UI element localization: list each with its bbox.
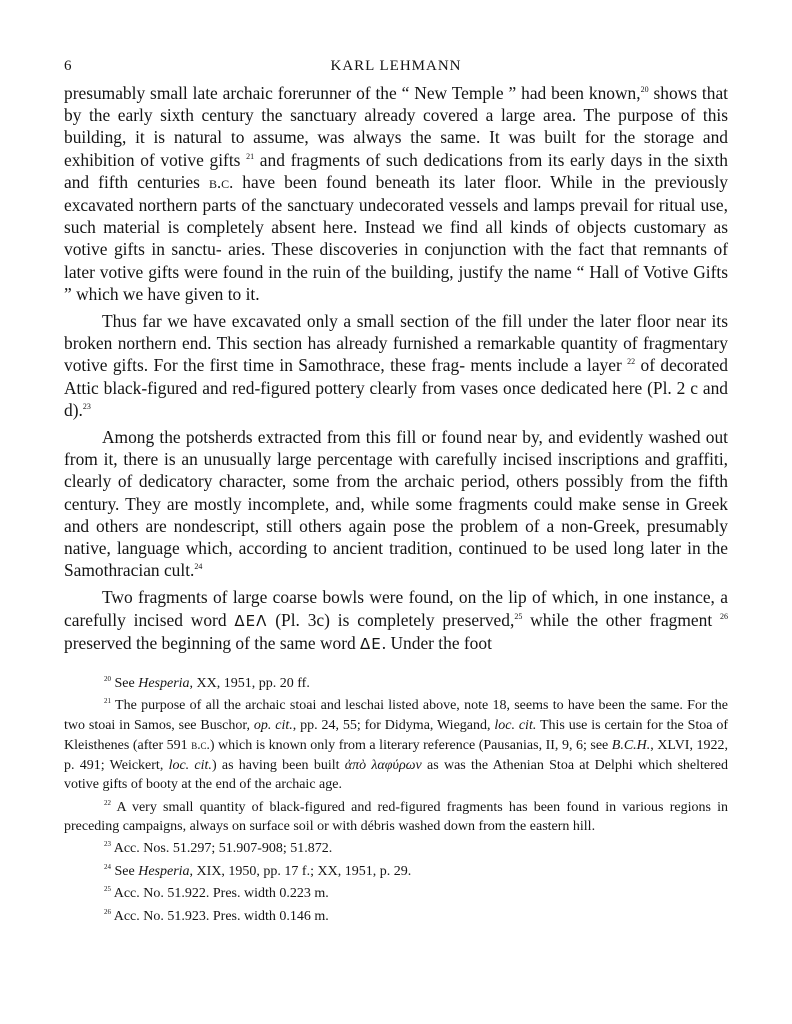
text-run: while the other fragment (522, 609, 721, 630)
footnote-number: 22 (104, 798, 111, 807)
text-run: preserved the beginning of the same word (64, 632, 361, 653)
footnote-ref-25[interactable]: 25 (514, 611, 523, 621)
text-run: of decorated Attic black-figured and red-figured pottery clearly from vases once dedicated here (Pl. 2 c and d). (64, 355, 728, 420)
footnote-24 (64, 862, 728, 881)
paragraph-1 (64, 82, 728, 305)
footnote-20 (64, 674, 728, 693)
text-run: and fragments of such dedications from its early days in the sixth and fifth centuries (64, 149, 728, 192)
footnote-number: 26 (104, 907, 111, 916)
citation-abbrev: loc. cit. (168, 757, 212, 773)
greek-inscription-fragment: ΔΕ (360, 634, 382, 653)
paragraph-4 (64, 586, 728, 655)
citation-abbrev: op. cit. (253, 717, 293, 733)
text-run: Acc. No. 51.923. Pres. width 0.146 m. (113, 908, 329, 924)
footnote-number: 23 (104, 840, 111, 849)
paragraph-2 (64, 310, 728, 421)
text-run: have been found beneath its later floor. While in the previously excavated northern parts of the sanctuary undecorated vessels and lamps prevail for ritual use, such material is completely absent here. Instead we find all kinds of objects customary as votive gifts in sanctu- aries. These discoveries in conjunction with the fact that remnants of later votive gifts were found in the ruin of the building, justify the name “ Hall of Votive Gifts ” which we have given to it. (64, 171, 728, 304)
text-run: . Under the foot (381, 632, 492, 653)
text-run: See (114, 863, 139, 879)
citation-abbrev: loc. cit. (494, 717, 537, 733)
text-run: as was the Athenian Stoa at Delphi which sheltered votive gifts of booty at the end of the archaic age. (64, 757, 729, 793)
text-run: ) as having been built (211, 757, 345, 773)
text-run: presumably small late archaic forerunner of the “ New Temple ” had been known, (64, 83, 641, 103)
page-header (64, 56, 728, 82)
footnote-number: 20 (104, 675, 111, 684)
text-run: , XX, 1951, pp. 20 ff. (189, 676, 310, 692)
footnote-26 (64, 907, 728, 926)
footnote-21 (64, 696, 728, 794)
footnote-25 (64, 884, 728, 903)
text-run: The purpose of all the archaic stoai and leschai listed above, note 18, seems to have been the same. For the two stoai in Samos, see Buschor, (64, 698, 729, 733)
page-number: 6 (64, 58, 72, 74)
footnote-number: 21 (104, 697, 111, 706)
footnote-23 (64, 839, 728, 858)
footnote-ref-21[interactable]: 21 (246, 151, 255, 161)
footnote-number: 24 (104, 862, 111, 871)
text-run: , pp. 24, 55; for Didyma, Wiegand, (292, 717, 495, 733)
text-run: Acc. Nos. 51.297; 51.907-908; 51.872. (113, 841, 333, 857)
footnote-ref-23[interactable]: 23 (82, 401, 91, 411)
paragraph-3 (64, 426, 728, 581)
footnote-ref-20[interactable]: 20 (640, 85, 649, 94)
page (64, 56, 728, 929)
greek-phrase: ἀπὸ λαφύρων (344, 757, 422, 773)
text-run: Among the potsherds extracted from this fill or found near by, and evidently washed out from it, there is an unusually large percentage with carefully incised inscriptions and graffiti, clearly of dedicatory character, some from the archaic period, others possibly from the fifth century. They are mostly incomplete, and, while some fragments could make sense in Greek and others are nondescript, still others again pose the problem of a non-Greek, presumably native, language which, according to ancient tradition, continued to be used long later in the Samothracian cult. (64, 427, 728, 581)
text-run: ) which is known only from a literary reference (Pausanias, II, 9, 6; see (209, 738, 612, 754)
running-head: KARL LEHMANN (330, 58, 462, 74)
footnote-ref-24[interactable]: 24 (194, 562, 203, 572)
text-run: (Pl. 3c) is completely preserved, (267, 609, 515, 630)
text-run: Two fragments of large coarse bowls were found, on the lip of which, in one instance, a carefully incised word (64, 587, 728, 630)
footnote-ref-26[interactable]: 26 (720, 611, 729, 621)
era-abbrev: b.c. (208, 172, 234, 192)
text-run: Acc. No. 51.922. Pres. width 0.223 m. (113, 886, 329, 902)
text-run: See (114, 676, 139, 692)
era-abbrev: b.c. (191, 737, 210, 753)
text-run: shows that by the early sixth century the sanctuary already covered a large area. The purpose of this building, it is natural to assume, was always the same. It was built for the storage and exhibition of votive gifts (64, 83, 729, 170)
text-run: Thus far we have excavated only a small section of the fill under the later floor near its broken northern end. This section has already furnished a remarkable quantity of fragmentary votive gifts. For the first time in Samothrace, these frag- ments include a layer (64, 311, 728, 376)
footnote-number: 25 (104, 885, 111, 894)
footnotes (64, 674, 728, 926)
text-run: This use is certain for the Stoa of Kleisthenes (after 591 (64, 717, 728, 754)
text-run: , XLVI, 1922, p. 491; Weickert, (64, 738, 728, 773)
footnote-ref-22[interactable]: 22 (627, 357, 636, 367)
journal-title: Hesperia (138, 863, 190, 879)
journal-title: B.C.H. (611, 738, 651, 754)
body-text (64, 82, 728, 655)
text-run: , XIX, 1950, pp. 17 f.; XX, 1951, p. 29. (189, 863, 412, 879)
greek-inscription-word: ΔΕΛ (234, 611, 268, 630)
journal-title: Hesperia (138, 676, 190, 692)
footnote-22 (64, 798, 728, 837)
text-run: A very small quantity of black-figured and red-figured fragments has been found in various regions in preceding campaigns, always on surface soil or with débris washed down from the eastern hill. (64, 799, 728, 834)
